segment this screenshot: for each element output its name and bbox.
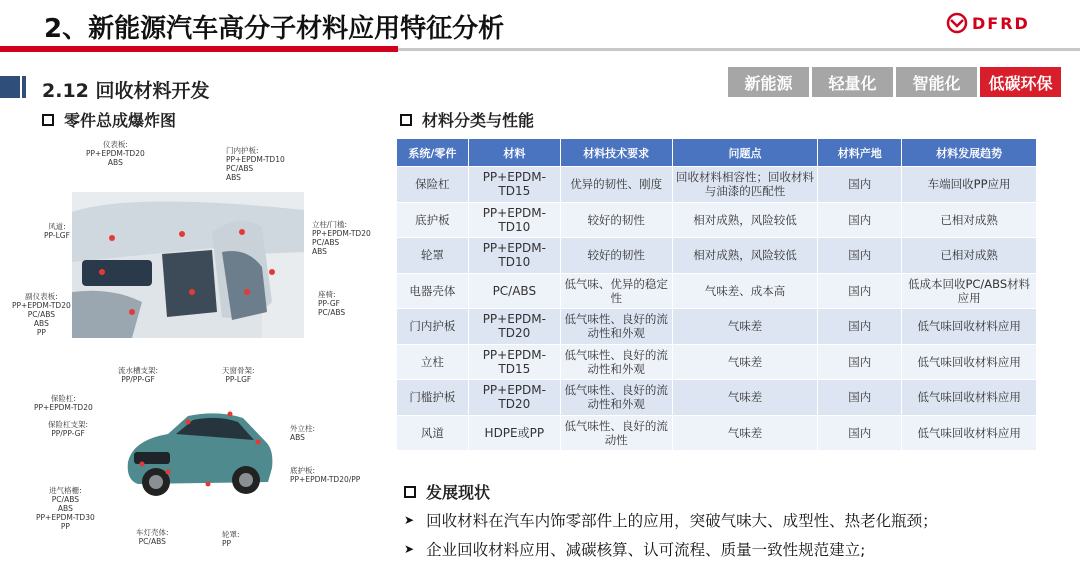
table-cell: 气味差 <box>672 344 818 380</box>
table-cell: 低气味性、良好的流动性 <box>560 415 672 451</box>
section-title: 2.12 回收材料开发 <box>42 80 210 102</box>
col-header: 材料 <box>468 139 560 167</box>
table-cell: 低气味、优异的稳定性 <box>560 273 672 309</box>
col-header: 材料技术要求 <box>560 139 672 167</box>
table-cell: 底护板 <box>397 202 469 238</box>
left-subtitle-text: 零件总成爆炸图 <box>64 111 177 130</box>
table-cell: 国内 <box>818 309 902 345</box>
page-title: 2、新能源汽车高分子材料应用特征分析 <box>44 14 505 44</box>
square-bullet-icon <box>400 114 412 126</box>
table-cell: PP+EPDM-TD10 <box>468 202 560 238</box>
table-cell: PP+EPDM-TD20 <box>468 309 560 345</box>
table-row <box>397 344 1037 380</box>
logo-text: DFRD <box>972 14 1030 33</box>
table-cell: 国内 <box>818 273 902 309</box>
section-marker <box>0 76 20 98</box>
table-row <box>397 167 1037 203</box>
table-cell: PP+EPDM-TD20 <box>468 380 560 416</box>
label-underbody: 底护板: PP+EPDM-TD20/PP <box>290 466 361 484</box>
label-roof: 天窗骨架: PP-LGF <box>222 366 255 384</box>
label-lamp: 车灯壳体: PC/ABS <box>136 528 169 546</box>
table-cell: 国内 <box>818 238 902 274</box>
table-cell: 门内护板 <box>397 309 469 345</box>
label-bumper-bracket: 保险杠支架: PP/PP-GF <box>48 420 89 438</box>
table-cell: 优异的韧性、刚度 <box>560 167 672 203</box>
table-cell: 电器壳体 <box>397 273 469 309</box>
right-subtitle <box>400 108 534 131</box>
col-header: 材料发展趋势 <box>902 139 1037 167</box>
col-header: 系统/零件 <box>397 139 469 167</box>
exploded-view <box>0 130 395 574</box>
section-marker-thin <box>22 76 26 98</box>
table-cell: 气味差 <box>672 309 818 345</box>
table-cell: 风道 <box>397 415 469 451</box>
tag-lightweight[interactable]: 轻量化 <box>812 67 893 97</box>
label-sub-dash: 副仪表板: PP+EPDM-TD20 PC/ABS ABS PP <box>12 292 71 337</box>
material-table <box>396 138 1037 451</box>
tag-new-energy[interactable]: 新能源 <box>728 67 809 97</box>
arrow-bullet-icon: ➤ <box>404 513 415 527</box>
title-bar-gray <box>398 48 1080 51</box>
table-cell: 低气味回收材料应用 <box>902 380 1037 416</box>
tag-low-carbon[interactable]: 低碳环保 <box>980 67 1061 97</box>
table-cell: 气味差 <box>672 415 818 451</box>
table-row <box>397 380 1037 416</box>
square-bullet-icon <box>404 486 416 498</box>
table-cell: PP+EPDM-TD15 <box>468 167 560 203</box>
status-subtitle-text: 发展现状 <box>426 483 491 502</box>
table-cell: 低气味回收材料应用 <box>902 309 1037 345</box>
table-row <box>397 415 1037 451</box>
table-cell: 低气味性、良好的流动性和外观 <box>560 309 672 345</box>
table-cell: 国内 <box>818 167 902 203</box>
table-cell: 国内 <box>818 415 902 451</box>
table-cell: PP+EPDM-TD15 <box>468 344 560 380</box>
table-cell: 国内 <box>818 344 902 380</box>
left-subtitle <box>42 108 176 131</box>
label-water-tray: 流水槽支架: PP/PP-GF <box>118 366 159 384</box>
table-cell: 车端回收PP应用 <box>902 167 1037 203</box>
table-cell: 立柱 <box>397 344 469 380</box>
table-cell: 国内 <box>818 202 902 238</box>
right-subtitle-text: 材料分类与性能 <box>422 111 535 130</box>
table-cell: 回收材料相容性；回收材料与油漆的匹配性 <box>672 167 818 203</box>
table-cell: 低成本回收PC/ABS材料应用 <box>902 273 1037 309</box>
table-cell: 国内 <box>818 380 902 416</box>
status-bullet-text: 回收材料在汽车内饰零部件上的应用，突破气味大、成型性、热老化瓶颈； <box>426 512 938 530</box>
status-subtitle <box>404 480 490 503</box>
col-header: 材料产地 <box>818 139 902 167</box>
label-dashboard: 仪表板: PP+EPDM-TD20 ABS <box>86 140 145 167</box>
table-header-row <box>397 139 1037 167</box>
status-bullet <box>404 538 865 560</box>
label-pillar: 立柱/门槛: PP+EPDM-TD20 PC/ABS ABS <box>312 220 371 256</box>
table-cell: 保险杠 <box>397 167 469 203</box>
table-row <box>397 273 1037 309</box>
label-door-trim: 门内护板: PP+EPDM-TD10 PC/ABS ABS <box>226 146 285 182</box>
table-cell: 较好的韧性 <box>560 238 672 274</box>
exterior-car-image <box>118 402 278 502</box>
label-seat: 座椅: PP-GF PC/ABS <box>318 290 346 317</box>
category-tags <box>728 67 1061 97</box>
arrow-bullet-icon: ➤ <box>404 542 415 556</box>
square-bullet-icon <box>42 114 54 126</box>
table-cell: 已相对成熟 <box>902 202 1037 238</box>
table-row <box>397 309 1037 345</box>
table-cell: 低气味性、良好的流动性和外观 <box>560 380 672 416</box>
label-grille: 进气格栅: PC/ABS ABS PP+EPDM-TD30 PP <box>36 486 95 531</box>
label-duct: 风道: PP-LGF <box>44 222 70 240</box>
label-pillar-out: 外立柱: ABS <box>290 424 316 442</box>
col-header: 问题点 <box>672 139 818 167</box>
table-cell: 已相对成熟 <box>902 238 1037 274</box>
label-wheel-cover: 轮罩: PP <box>222 530 240 548</box>
status-bullet-text: 企业回收材料应用、减碳核算、认可流程、质量一致性规范建立; <box>426 541 866 559</box>
table-cell: PC/ABS <box>468 273 560 309</box>
table-row <box>397 202 1037 238</box>
status-bullet <box>404 509 938 531</box>
title-bar-red <box>0 46 398 52</box>
table-cell: 较好的韧性 <box>560 202 672 238</box>
interior-image <box>72 192 304 338</box>
table-cell: HDPE或PP <box>468 415 560 451</box>
table-row <box>397 238 1037 274</box>
dfrd-logo <box>946 12 1050 34</box>
table-cell: PP+EPDM-TD10 <box>468 238 560 274</box>
table-cell: 气味差 <box>672 380 818 416</box>
table-cell: 相对成熟，风险较低 <box>672 238 818 274</box>
table-cell: 低气味性、良好的流动性和外观 <box>560 344 672 380</box>
table-cell: 低气味回收材料应用 <box>902 344 1037 380</box>
table-cell: 低气味回收材料应用 <box>902 415 1037 451</box>
tag-intelligent[interactable]: 智能化 <box>896 67 977 97</box>
table-cell: 门槛护板 <box>397 380 469 416</box>
table-cell: 轮罩 <box>397 238 469 274</box>
table-cell: 气味差、成本高 <box>672 273 818 309</box>
label-bumper: 保险杠: PP+EPDM-TD20 <box>34 394 93 412</box>
table-cell: 相对成熟，风险较低 <box>672 202 818 238</box>
